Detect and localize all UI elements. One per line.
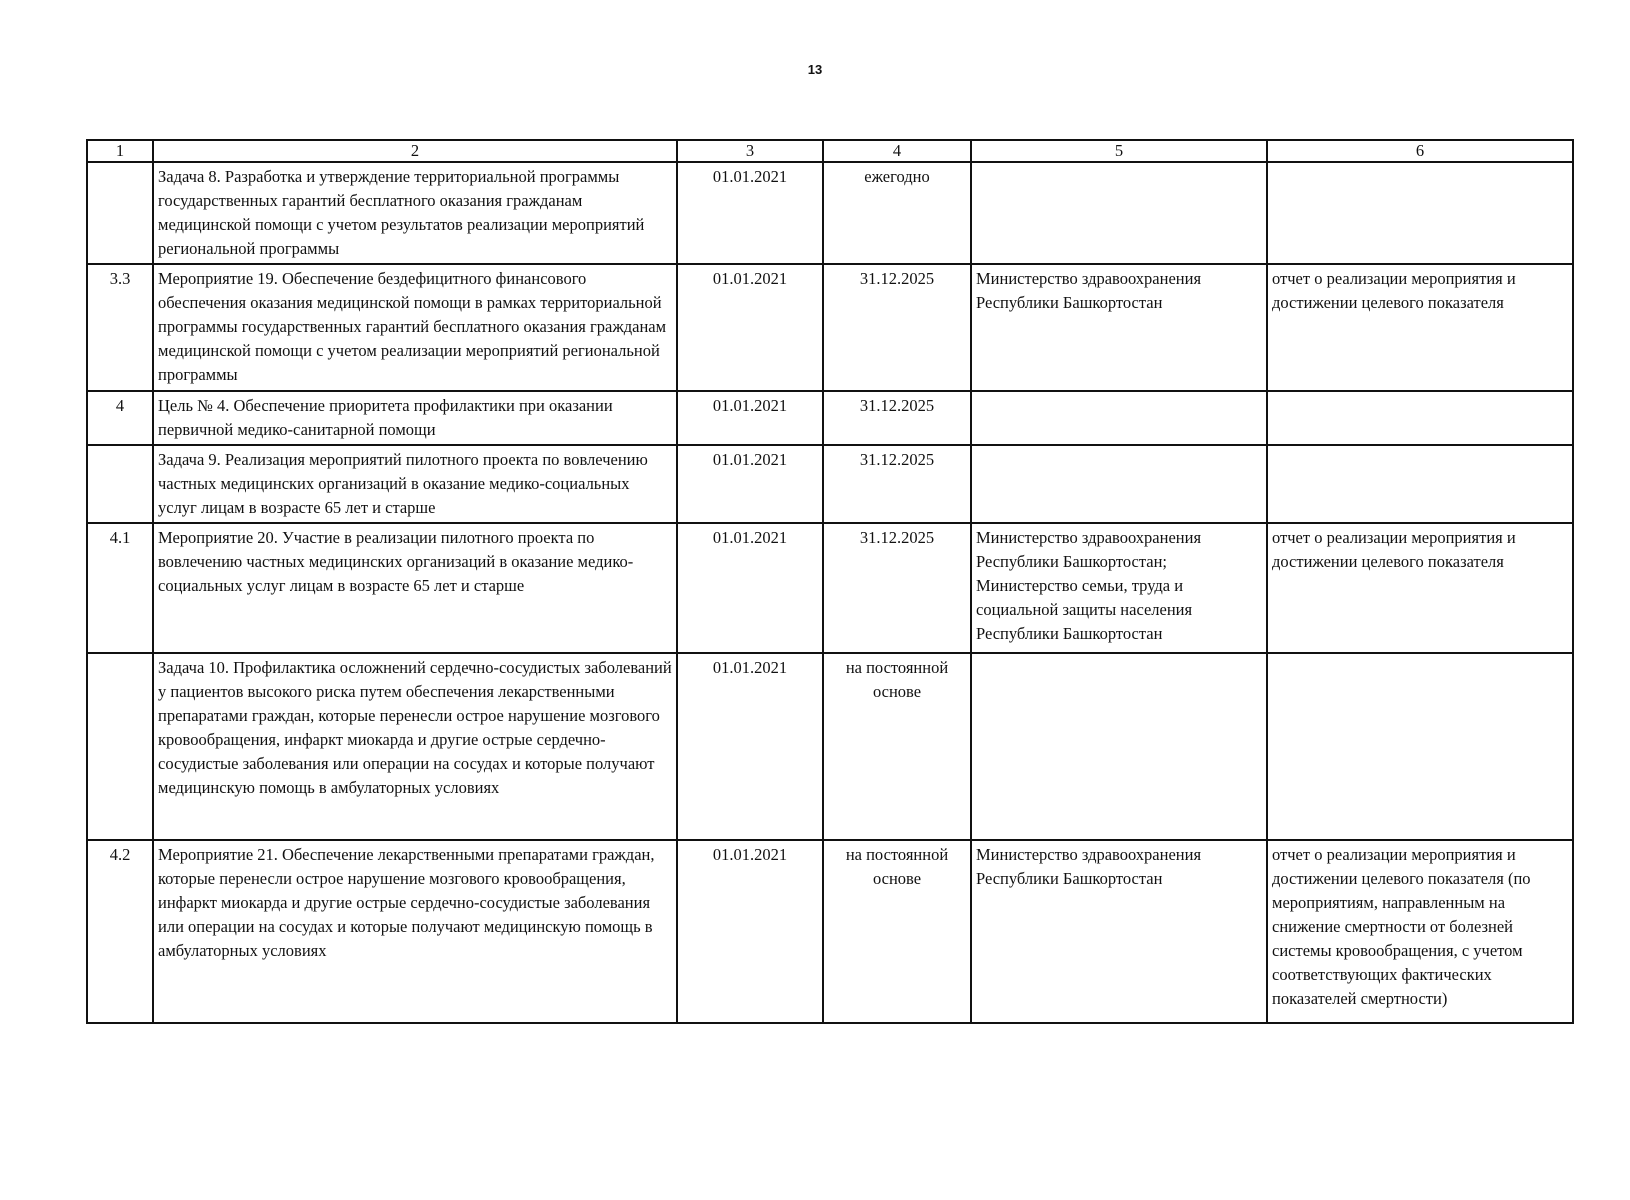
column-header: 3 <box>677 140 823 162</box>
start-date: 01.01.2021 <box>677 162 823 264</box>
row-description: Цель № 4. Обеспечение приоритета профилактики при оказании первичной медико-санитарной помощи <box>153 391 677 445</box>
table-row <box>87 653 1573 840</box>
end-date: на постоянной основе <box>823 840 971 1023</box>
end-date: ежегодно <box>823 162 971 264</box>
row-description: Задача 8. Разработка и утверждение территориальной программы государственных гарантий бесплатного оказания гражданам медицинской помощи с учетом результатов реализации мероприятий региональной программы <box>153 162 677 264</box>
table-row <box>87 391 1573 445</box>
start-date: 01.01.2021 <box>677 264 823 391</box>
row-description: Задача 10. Профилактика осложнений сердечно-сосудистых заболеваний у пациентов высокого риска путем обеспечения лекарственными препаратами граждан, которые перенесли острое нарушение мозгового кровообращения, инфаркт миокарда и другие острые сердечно-сосудистые заболевания или операции на сосудах и которые получают медицинскую помощь в амбулаторных условиях <box>153 653 677 840</box>
table-row <box>87 445 1573 523</box>
column-header: 1 <box>87 140 153 162</box>
responsible-executor: Министерство здравоохранения Республики Башкортостан <box>971 840 1267 1023</box>
row-number <box>87 445 153 523</box>
column-header: 4 <box>823 140 971 162</box>
page-number: 13 <box>807 62 823 77</box>
column-header: 6 <box>1267 140 1573 162</box>
end-date: 31.12.2025 <box>823 264 971 391</box>
end-date: 31.12.2025 <box>823 391 971 445</box>
responsible-executor <box>971 391 1267 445</box>
end-date: на постоянной основе <box>823 653 971 840</box>
expected-result: отчет о реализации мероприятия и достижении целевого показателя <box>1267 264 1573 391</box>
expected-result: отчет о реализации мероприятия и достижении целевого показателя <box>1267 523 1573 653</box>
header-row <box>87 140 1573 162</box>
table-row <box>87 840 1573 1023</box>
end-date: 31.12.2025 <box>823 445 971 523</box>
row-number: 4 <box>87 391 153 445</box>
expected-result <box>1267 391 1573 445</box>
start-date: 01.01.2021 <box>677 523 823 653</box>
table-row <box>87 264 1573 391</box>
responsible-executor <box>971 653 1267 840</box>
column-header: 2 <box>153 140 677 162</box>
plan-table <box>86 139 1574 1024</box>
start-date: 01.01.2021 <box>677 840 823 1023</box>
start-date: 01.01.2021 <box>677 391 823 445</box>
row-description: Мероприятие 21. Обеспечение лекарственными препаратами граждан, которые перенесли острое нарушение мозгового кровообращения, инфаркт миокарда и другие острые сердечно-сосудистые заболевания или операции на сосудах и которые получают медицинскую помощь в амбулаторных условиях <box>153 840 677 1023</box>
responsible-executor: Министерство здравоохранения Республики Башкортостан <box>971 264 1267 391</box>
table-row <box>87 523 1573 653</box>
row-number: 3.3 <box>87 264 153 391</box>
expected-result <box>1267 653 1573 840</box>
row-number <box>87 162 153 264</box>
row-number: 4.2 <box>87 840 153 1023</box>
start-date: 01.01.2021 <box>677 653 823 840</box>
responsible-executor <box>971 162 1267 264</box>
expected-result: отчет о реализации мероприятия и достижении целевого показателя (по мероприятиям, направленным на снижение смертности от болезней системы кровообращения, с учетом соответствующих фактических показателей смертности) <box>1267 840 1573 1023</box>
responsible-executor: Министерство здравоохранения Республики Башкортостан; Министерство семьи, труда и социальной защиты населения Республики Башкортостан <box>971 523 1267 653</box>
expected-result <box>1267 162 1573 264</box>
column-header: 5 <box>971 140 1267 162</box>
responsible-executor <box>971 445 1267 523</box>
row-number <box>87 653 153 840</box>
row-description: Мероприятие 19. Обеспечение бездефицитного финансового обеспечения оказания медицинской помощи в рамках территориальной программы государственных гарантий бесплатного оказания гражданам медицинской помощи с учетом реализации мероприятий региональной программы <box>153 264 677 391</box>
start-date: 01.01.2021 <box>677 445 823 523</box>
end-date: 31.12.2025 <box>823 523 971 653</box>
table-row <box>87 162 1573 264</box>
row-description: Задача 9. Реализация мероприятий пилотного проекта по вовлечению частных медицинских организаций в оказание медико-социальных услуг лицам в возрасте 65 лет и старше <box>153 445 677 523</box>
expected-result <box>1267 445 1573 523</box>
row-number: 4.1 <box>87 523 153 653</box>
row-description: Мероприятие 20. Участие в реализации пилотного проекта по вовлечению частных медицинских организаций в оказание медико-социальных услуг лицам в возрасте 65 лет и старше <box>153 523 677 653</box>
